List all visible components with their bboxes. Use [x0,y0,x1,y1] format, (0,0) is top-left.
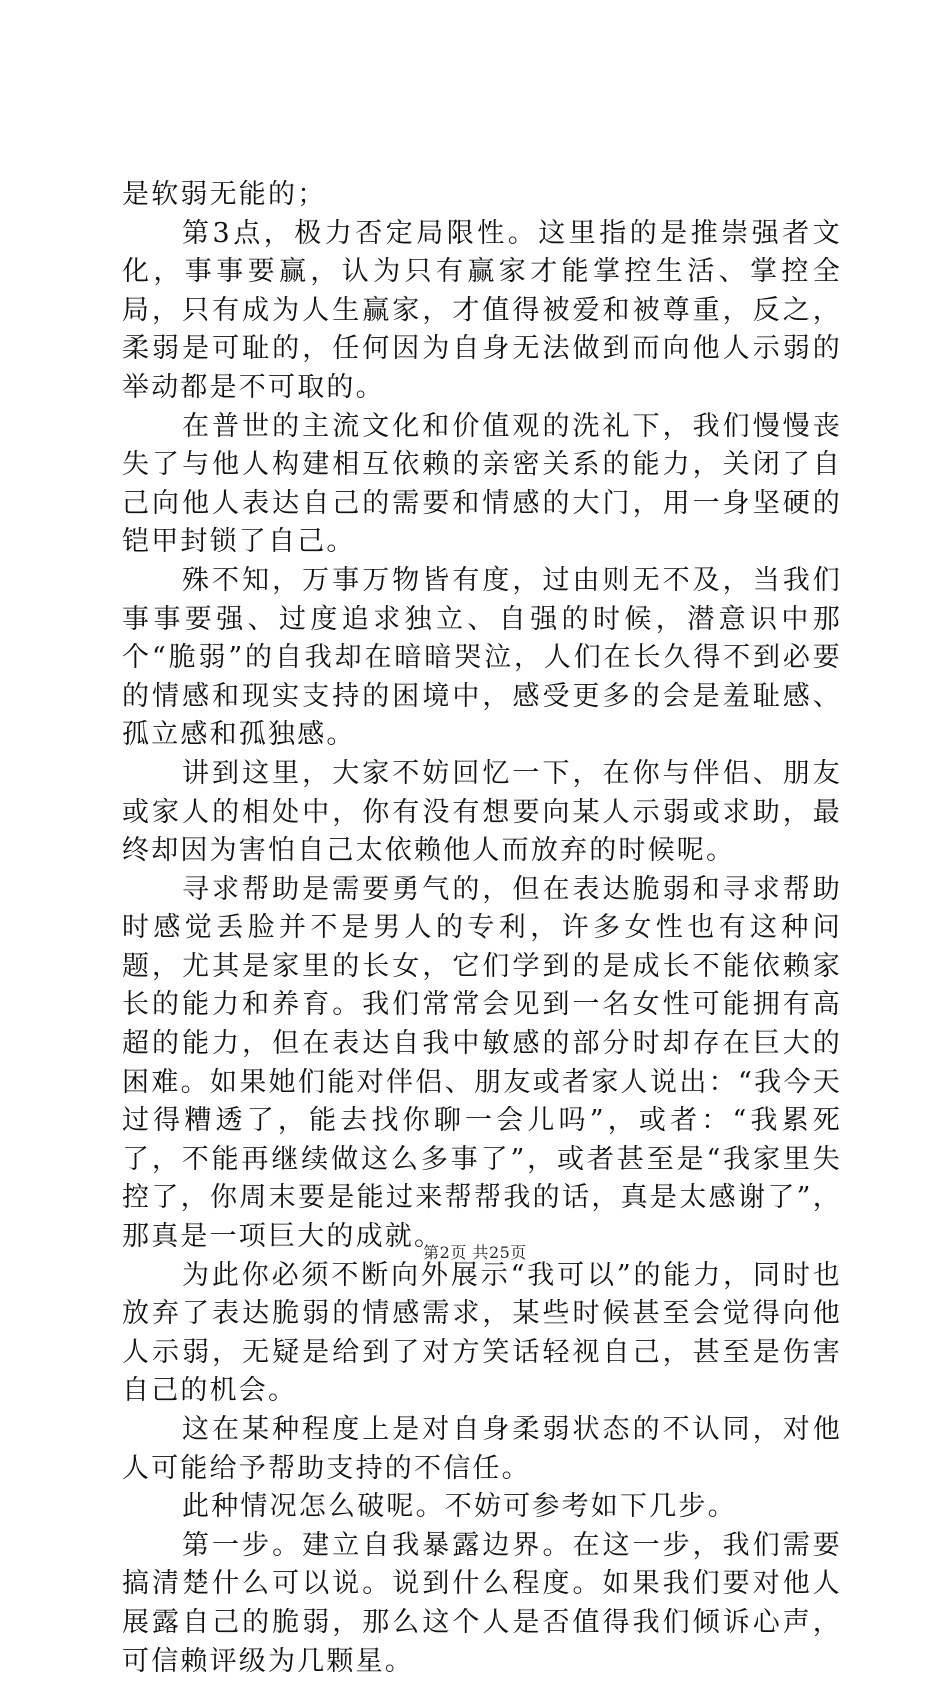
paragraph-3: 在普世的主流文化和价值观的洗礼下，我们慢慢丧失了与他人构建相互依赖的亲密关系的能力，关闭了自己向他人表达自己的需要和情感的大门，用一身坚硬的铠甲封锁了自己。 [122,410,842,558]
paragraph-2: 第3点，极力否定局限性。这里指的是推崇强者文化，事事要赢，认为只有赢家才能掌控生活、掌控全局，只有成为人生赢家，才值得被爱和被尊重，反之，柔弱是可耻的，任何因为自身无法做到而向他人示弱的举动都是不可取的。 [122,217,842,403]
paragraph-9: 此种情况怎么破呢。不妨可参考如下几步。 [182,1491,737,1523]
page-number-footer: 第2页 共25页 [423,1243,527,1262]
paragraph-1: 是软弱无能的； [122,179,327,210]
paragraph-10: 第一步。建立自我暴露边界。在这一步，我们需要搞清楚什么可以说。说到什么程度。如果我们要对他人展露自己的脆弱，那么这个人是否值得我们倾诉心声，可信赖评级为几颗星。 [122,1529,842,1677]
paragraph-7: 为此你必须不断向外展示“我可以”的能力，同时也放弃了表达脆弱的情感需求，某些时候甚至会觉得向他人示弱，无疑是给到了对方笑话轻视自己，甚至是伤害自己的机会。 [122,1259,842,1407]
document-body [122,176,842,1681]
paragraph-6: 寻求帮助是需要勇气的，但在表达脆弱和寻求帮助时感觉丢脸并不是男人的专利，许多女性也有这种问题，尤其是家里的长女，它们学到的是成长不能依赖家长的能力和养育。我们常常会见到一名女性可能拥有高超的能力，但在表达自我中敏感的部分时却存在巨大的困难。如果她们能对伴侣、朋友或者家人说出：“我今天过得糟透了，能去找你聊一会儿吗”，或者：“我累死了，不能再继续做这么多事了”，或者甚至是“我家里失控了，你周末要是能过来帮帮我的话，真是太感谢了”，那真是一项巨大的成就。 [122,873,842,1253]
paragraph-4: 殊不知，万事万物皆有度，过由则无不及，当我们事事要强、过度追求独立、自强的时候，潜意识中那个“脆弱”的自我却在暗暗哭泣，人们在长久得不到必要的情感和现实支持的困境中，感受更多的会是羞耻感、孤立感和孤独感。 [122,564,842,751]
paragraph-8: 这在某种程度上是对自身柔弱状态的不认同，对他人可能给予帮助支持的不信任。 [122,1414,842,1484]
paragraph-5: 讲到这里，大家不妨回忆一下，在你与伴侣、朋友或家人的相处中，你有没有想要向某人示弱或求助，最终却因为害怕自己太依赖他人而放弃的时候呢。 [122,757,842,867]
